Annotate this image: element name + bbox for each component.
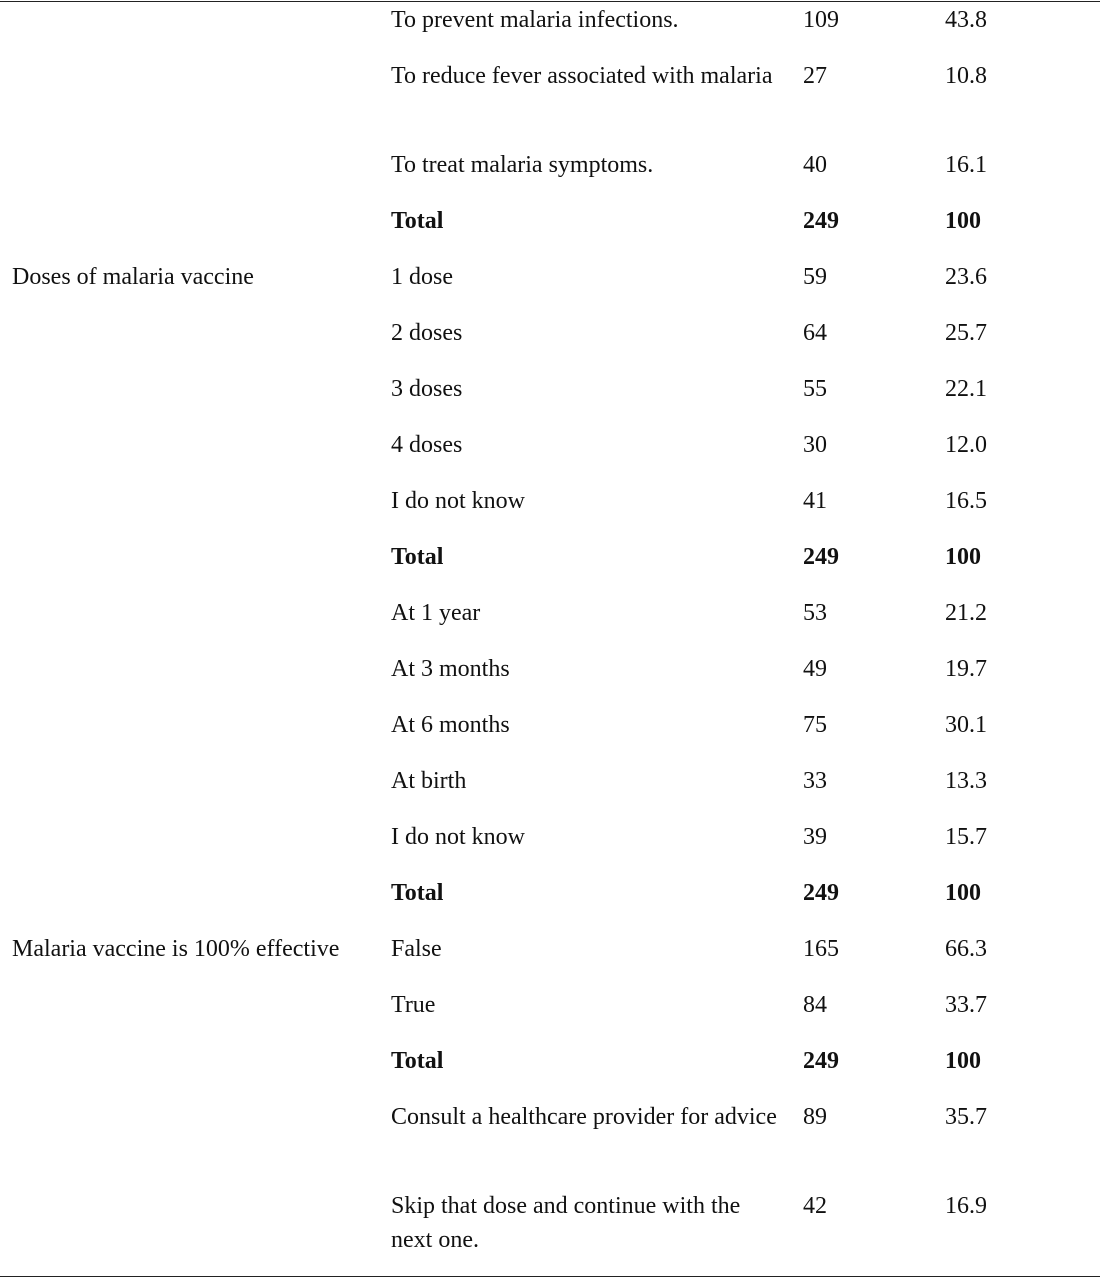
response-cell: Total: [391, 1048, 444, 1074]
table-row: [0, 596, 1100, 652]
percent-cell: 16.5: [945, 488, 987, 514]
table-total-row: [0, 204, 1100, 260]
response-cell: To reduce fever associated with malaria: [391, 63, 773, 89]
response-cell: True: [391, 992, 436, 1018]
count-cell: 33: [803, 768, 827, 794]
count-cell: 75: [803, 712, 827, 738]
count-cell: 89: [803, 1104, 827, 1130]
percent-cell: 13.3: [945, 768, 987, 794]
table-total-row: [0, 540, 1100, 596]
percent-cell: 100: [945, 1048, 981, 1074]
frequency-table: [0, 3, 1100, 1278]
response-cell: Total: [391, 208, 444, 234]
count-cell: 249: [803, 544, 839, 570]
percent-cell: 16.9: [945, 1193, 987, 1219]
category-cell: Malaria vaccine is 100% effective: [12, 936, 340, 962]
count-cell: 84: [803, 992, 827, 1018]
response-cell: To treat malaria symptoms.: [391, 152, 654, 178]
response-cell: Total: [391, 880, 444, 906]
percent-cell: 12.0: [945, 432, 987, 458]
table-row: [0, 148, 1100, 204]
table-row: [0, 764, 1100, 820]
response-cell: At 1 year: [391, 600, 481, 626]
response-cell: Consult a healthcare provider for advice: [391, 1104, 777, 1130]
table-row: [0, 932, 1100, 988]
count-cell: 39: [803, 824, 827, 850]
count-cell: 49: [803, 656, 827, 682]
table-row: [0, 484, 1100, 540]
percent-cell: 100: [945, 544, 981, 570]
percent-cell: 100: [945, 208, 981, 234]
percent-cell: 35.7: [945, 1104, 987, 1130]
count-cell: 41: [803, 488, 827, 514]
percent-cell: 15.7: [945, 824, 987, 850]
count-cell: 55: [803, 376, 827, 402]
response-cell: 4 doses: [391, 432, 463, 458]
percent-cell: 19.7: [945, 656, 987, 682]
table-row: [0, 59, 1100, 148]
percent-cell: 21.2: [945, 600, 987, 626]
table-row: [0, 652, 1100, 708]
count-cell: 165: [803, 936, 839, 962]
percent-cell: 25.7: [945, 320, 987, 346]
count-cell: 249: [803, 208, 839, 234]
table-row: [0, 3, 1100, 59]
response-cell: At 6 months: [391, 712, 510, 738]
table-row: [0, 1189, 1100, 1278]
count-cell: 30: [803, 432, 827, 458]
response-cell: I do not know: [391, 488, 525, 514]
percent-cell: 10.8: [945, 63, 987, 89]
response-cell: At 3 months: [391, 656, 510, 682]
table-row: [0, 820, 1100, 876]
percent-cell: 33.7: [945, 992, 987, 1018]
table-row: [0, 988, 1100, 1044]
response-cell: 2 doses: [391, 320, 463, 346]
percent-cell: 66.3: [945, 936, 987, 962]
count-cell: 249: [803, 1048, 839, 1074]
response-cell: To prevent malaria infections.: [391, 7, 679, 33]
table-row: [0, 316, 1100, 372]
category-cell: Doses of malaria vaccine: [12, 264, 254, 290]
table-total-row: [0, 1044, 1100, 1100]
percent-cell: 100: [945, 880, 981, 906]
count-cell: 27: [803, 63, 827, 89]
count-cell: 249: [803, 880, 839, 906]
table-top-rule: [0, 1, 1100, 2]
response-cell: At birth: [391, 768, 467, 794]
response-cell: I do not know: [391, 824, 525, 850]
table-row: [0, 1100, 1100, 1189]
table-bottom-rule: [0, 1276, 1100, 1277]
table-row: [0, 428, 1100, 484]
response-cell: Total: [391, 544, 444, 570]
count-cell: 53: [803, 600, 827, 626]
response-cell: False: [391, 936, 442, 962]
table-row: [0, 372, 1100, 428]
count-cell: 64: [803, 320, 827, 346]
count-cell: 42: [803, 1193, 827, 1219]
response-cell: 3 doses: [391, 376, 463, 402]
response-cell: Skip that dose and continue with the next one.: [391, 1193, 741, 1253]
percent-cell: 16.1: [945, 152, 987, 178]
count-cell: 40: [803, 152, 827, 178]
count-cell: 109: [803, 7, 839, 33]
percent-cell: 23.6: [945, 264, 987, 290]
table-row: [0, 708, 1100, 764]
percent-cell: 22.1: [945, 376, 987, 402]
count-cell: 59: [803, 264, 827, 290]
percent-cell: 43.8: [945, 7, 987, 33]
table-total-row: [0, 876, 1100, 932]
response-cell: 1 dose: [391, 264, 453, 290]
percent-cell: 30.1: [945, 712, 987, 738]
table-row: [0, 260, 1100, 316]
